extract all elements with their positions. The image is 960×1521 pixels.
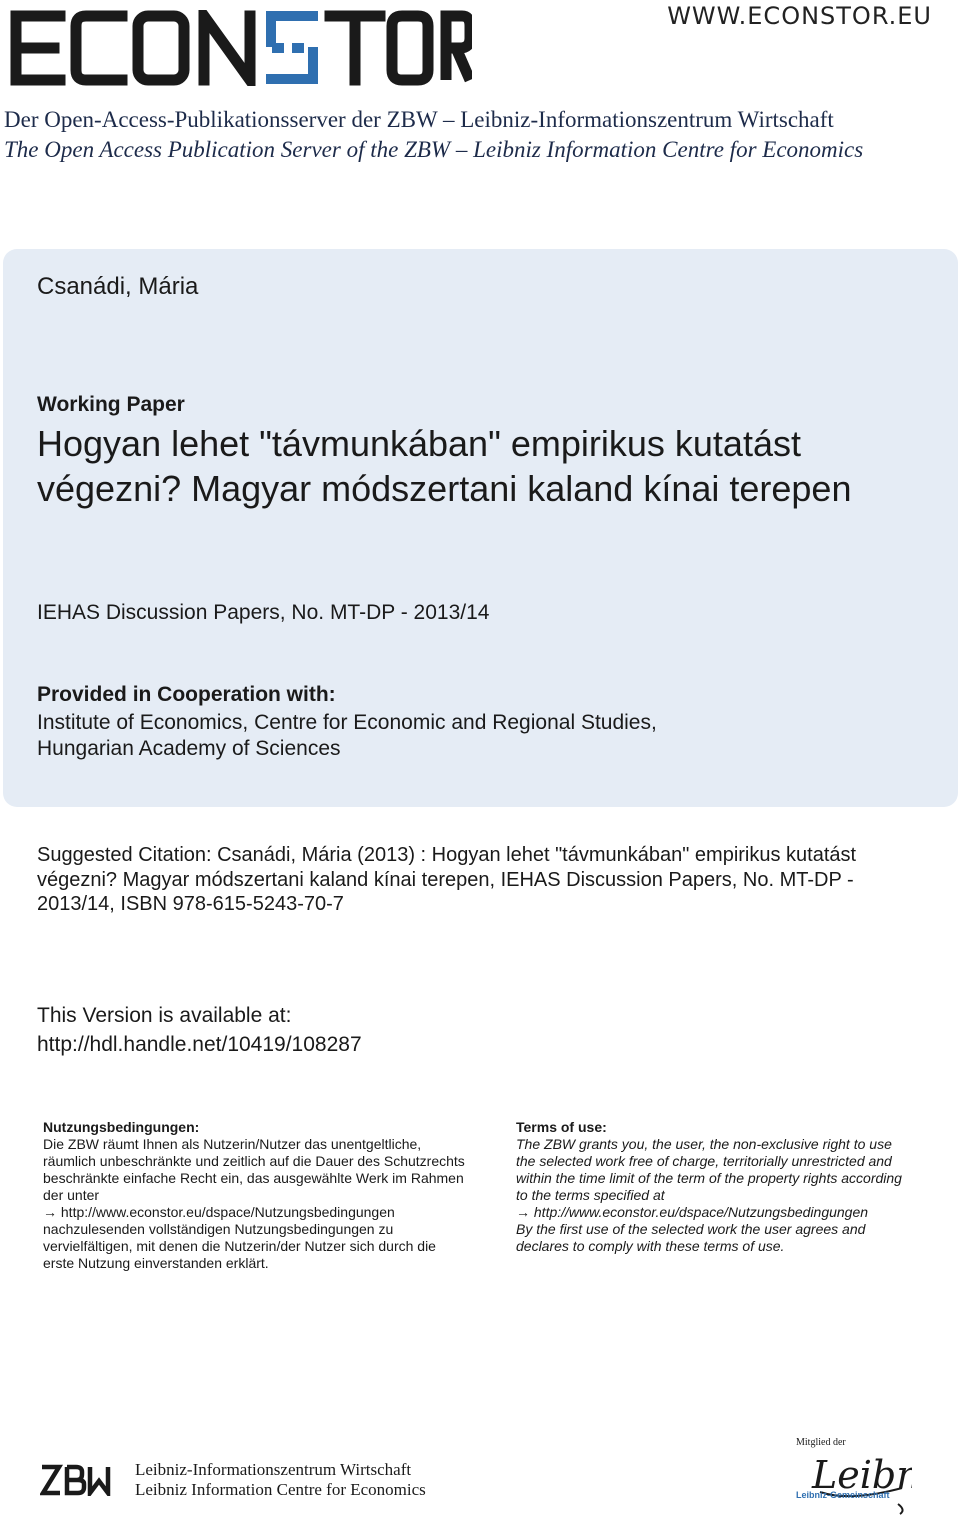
cooperation-institution-line1: Institute of Economics, Centre for Economic and Regional Studies, (37, 711, 657, 734)
tagline-english: The Open Access Publication Server of the ZBW – Leibniz Information Centre for Economics (4, 137, 864, 162)
document-title-line2: végezni? Magyar módszertani kaland kínai terepen (37, 468, 852, 509)
footer-name-english: Leibniz Information Centre for Economics (135, 1480, 426, 1499)
handle-link[interactable]: http://hdl.handle.net/10419/108287 (37, 1033, 362, 1056)
terms-english-line: to the terms specified at (516, 1187, 665, 1203)
series-info: IEHAS Discussion Papers, No. MT-DP - 2013/14 (37, 601, 490, 624)
member-label: Mitglied der (796, 1437, 846, 1448)
terms-english-line: declares to comply with these terms of use. (516, 1238, 785, 1254)
terms-english-heading: Terms of use: (516, 1119, 607, 1135)
terms-german-line: erste Nutzung einverstanden erklärt. (43, 1255, 269, 1271)
econstor-logo (10, 10, 472, 91)
terms-german-heading: Nutzungsbedingungen: (43, 1119, 200, 1135)
footer-name-german: Leibniz-Informationszentrum Wirtschaft (135, 1460, 412, 1479)
document-title-line1: Hogyan lehet "távmunkában" empirikus kutatást (37, 423, 801, 464)
document-type: Working Paper (37, 393, 185, 416)
cooperation-label: Provided in Cooperation with: (37, 683, 336, 706)
terms-english-link[interactable]: → http://www.econstor.eu/dspace/Nutzungsbedingungen (516, 1204, 869, 1220)
tagline-german: Der Open-Access-Publikationsserver der ZBW – Leibniz-Informationszentrum Wirtschaft (4, 107, 834, 132)
terms-english-line: the selected work free of charge, territorially unrestricted and (516, 1153, 892, 1169)
leibniz-org-name: Leibniz-Gemeinschaft (796, 1490, 890, 1500)
terms-english-line: By the first use of the selected work the user agrees and (516, 1221, 866, 1237)
citation-line2: végezni? Magyar módszertani kaland kínai terepen, IEHAS Discussion Papers, No. MT-DP - (37, 869, 854, 891)
citation-line3: 2013/14, ISBN 978-615-5243-70-7 (37, 893, 344, 915)
terms-german-line: Die ZBW räumt Ihnen als Nutzerin/Nutzer das unentgeltliche, (43, 1136, 422, 1152)
site-url[interactable]: WWW.ECONSTOR.EU (667, 2, 932, 30)
terms-english-line: The ZBW grants you, the user, the non-exclusive right to use (516, 1136, 892, 1152)
terms-german-line: nachzulesenden vollständigen Nutzungsbedingungen zu (43, 1221, 394, 1237)
leibniz-gemeinschaft-logo (790, 1432, 912, 1521)
terms-german-link[interactable]: → http://www.econstor.eu/dspace/Nutzungsbedingungen (43, 1204, 395, 1220)
availability-label: This Version is available at: (37, 1004, 292, 1027)
leibniz-script: Leib (812, 1453, 897, 1497)
terms-german-line: vervielfältigen, mit denen die Nutzerin/der Nutzer sich durch die (43, 1238, 436, 1254)
terms-german-line: beschränkte einfache Recht ein, das ausgewählte Werk im Rahmen (43, 1170, 464, 1186)
citation-line1: Suggested Citation: Csanádi, Mária (2013) : Hogyan lehet "távmunkában" empirikus kutatást (37, 844, 857, 866)
terms-german (43, 1119, 493, 1272)
terms-english (516, 1119, 936, 1255)
terms-german-line: der unter (43, 1187, 100, 1203)
cooperation-institution-line2: Hungarian Academy of Sciences (37, 737, 341, 760)
author: Csanádi, Mária (37, 273, 199, 300)
terms-english-line: within the time limit of the term of the property rights according (516, 1170, 902, 1186)
zbw-logo (40, 1464, 114, 1501)
terms-german-line: räumlich unbeschränkte und zeitlich auf die Dauer des Schutzrechts (43, 1153, 465, 1169)
